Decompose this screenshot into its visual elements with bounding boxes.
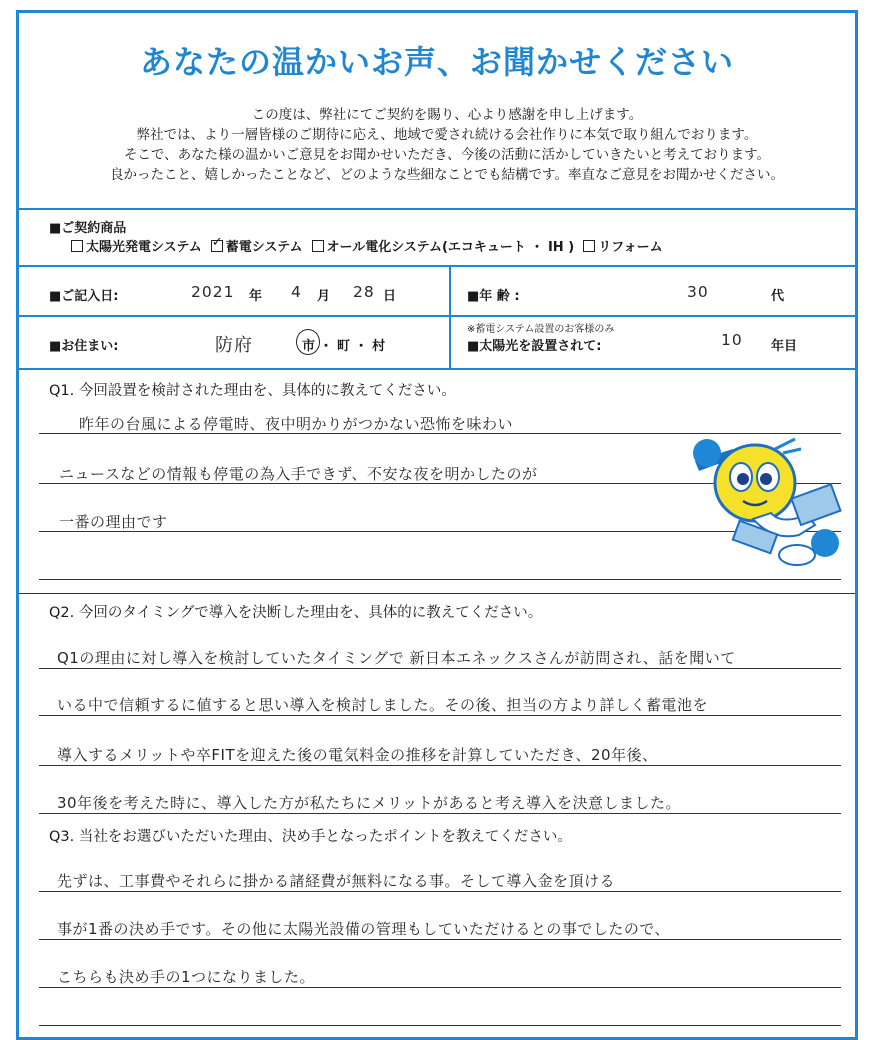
intro-line: 良かったこと、嬉しかったことなど、どのような些細なことでも結構です。率直なご意見をお聞かせください。 bbox=[110, 167, 784, 183]
q2-answer-line: 導入するメリットや卒FITを迎えた後の電気料金の推移を計算していただき、20年後、 bbox=[57, 746, 658, 764]
q2-answer-line: Q1の理由に対し導入を検討していたタイミングで 新日本エネックスさんが訪問され、話を聞いて bbox=[57, 649, 736, 667]
q1-question: Q1. 今回設置を検討された理由を、具体的に教えてください。 bbox=[49, 383, 456, 399]
intro-text bbox=[79, 105, 815, 185]
q3-answer-line: 事が1番の決め手です。その他に太陽光設備の管理もしていただけるとの事でしたので、 bbox=[57, 920, 671, 938]
date-month: 4 bbox=[291, 283, 302, 301]
survey-sheet bbox=[16, 10, 858, 1040]
answer-rule bbox=[39, 1025, 841, 1026]
product-option[interactable]: オール電化システム(エコキュート ・ IH ) bbox=[312, 240, 575, 255]
divider bbox=[449, 265, 451, 368]
solar-unit: 年目 bbox=[771, 339, 798, 354]
address-city: 防府 bbox=[215, 335, 253, 356]
intro-line: そこで、あなた様の温かいご意見をお聞かせいただき、今後の活動に活かしていきたいと考えております。 bbox=[123, 147, 771, 163]
q1-answer-line: ニュースなどの情報も停電の為入手できず、不安な夜を明かしたのが bbox=[59, 465, 538, 483]
date-month-unit: 月 bbox=[317, 289, 331, 304]
address-label: ■お住まい: bbox=[49, 339, 119, 354]
age-unit: 代 bbox=[771, 289, 785, 304]
date-day: 28 bbox=[353, 283, 375, 301]
divider bbox=[19, 265, 855, 267]
answer-rule bbox=[39, 668, 841, 669]
answer-rule bbox=[39, 891, 841, 892]
divider bbox=[19, 593, 855, 594]
q1-answer-line: 一番の理由です bbox=[59, 513, 168, 531]
q1-answer-line: 昨年の台風による停電時、夜中明かりがつかない恐怖を味わい bbox=[79, 415, 514, 433]
product-label: ■ご契約商品 bbox=[49, 221, 127, 236]
q3-answer-line: こちらも決め手の1つになりました。 bbox=[57, 968, 316, 986]
q2-answer-line: いる中で信頼するに値すると思い導入を検討しました。その後、担当の方より詳しく蓄電池を bbox=[57, 696, 709, 714]
divider bbox=[19, 315, 855, 317]
checkbox-icon[interactable] bbox=[71, 240, 83, 252]
intro-line: 弊社では、より一層皆様のご期待に応え、地域で愛され続ける会社作りに本気で取り組んでおります。 bbox=[136, 127, 758, 143]
date-day-unit: 日 bbox=[383, 289, 397, 304]
answer-rule bbox=[39, 715, 841, 716]
answer-rule bbox=[39, 813, 841, 814]
answer-rule bbox=[39, 579, 841, 580]
q3-answer-line: 先ずは、工事費やそれらに掛かる諸経費が無料になる事。そして導入金を頂ける bbox=[57, 872, 616, 890]
date-year-unit: 年 bbox=[249, 289, 263, 304]
age-value: 30 bbox=[687, 283, 709, 301]
answer-rule bbox=[39, 939, 841, 940]
product-option[interactable]: 太陽光発電システム bbox=[71, 240, 202, 255]
divider bbox=[19, 208, 855, 210]
product-option[interactable]: リフォーム bbox=[583, 240, 662, 255]
checkbox-icon[interactable] bbox=[583, 240, 595, 252]
q2-answer-line: 30年後を考えた時に、導入した方が私たちにメリットがあると考え導入を決意しました。 bbox=[57, 794, 681, 812]
address-kinds: 市 ・ 町 ・ 村 bbox=[302, 339, 386, 354]
product-option[interactable]: ✓ 蓄電システム bbox=[211, 240, 303, 255]
intro-line: この度は、弊社にてご契約を賜り、心より感謝を申し上げます。 bbox=[251, 107, 643, 123]
q3-question: Q3. 当社をお選びいただいた理由、決め手となったポイントを教えてください。 bbox=[49, 829, 572, 845]
page-title: あなたの温かいお声、お聞かせください bbox=[139, 43, 734, 81]
solar-note: ※蓄電システム設置のお客様のみ bbox=[467, 324, 615, 335]
date-label: ■ご記入日: bbox=[49, 289, 119, 304]
circled-mark bbox=[296, 329, 320, 355]
checkbox-icon[interactable] bbox=[312, 240, 324, 252]
mascot-illustration bbox=[675, 431, 855, 571]
divider bbox=[19, 368, 855, 370]
solar-label: ■太陽光を設置されて: bbox=[467, 339, 602, 354]
answer-rule bbox=[39, 987, 841, 988]
answer-rule bbox=[39, 765, 841, 766]
checkbox-checked-icon[interactable] bbox=[211, 240, 223, 252]
age-label: ■年 齢 : bbox=[467, 289, 520, 304]
solar-years: 10 bbox=[721, 331, 743, 349]
q2-question: Q2. 今回のタイミングで導入を決断した理由を、具体的に教えてください。 bbox=[49, 605, 543, 621]
date-year: 2021 bbox=[191, 283, 235, 301]
product-options bbox=[71, 236, 663, 255]
